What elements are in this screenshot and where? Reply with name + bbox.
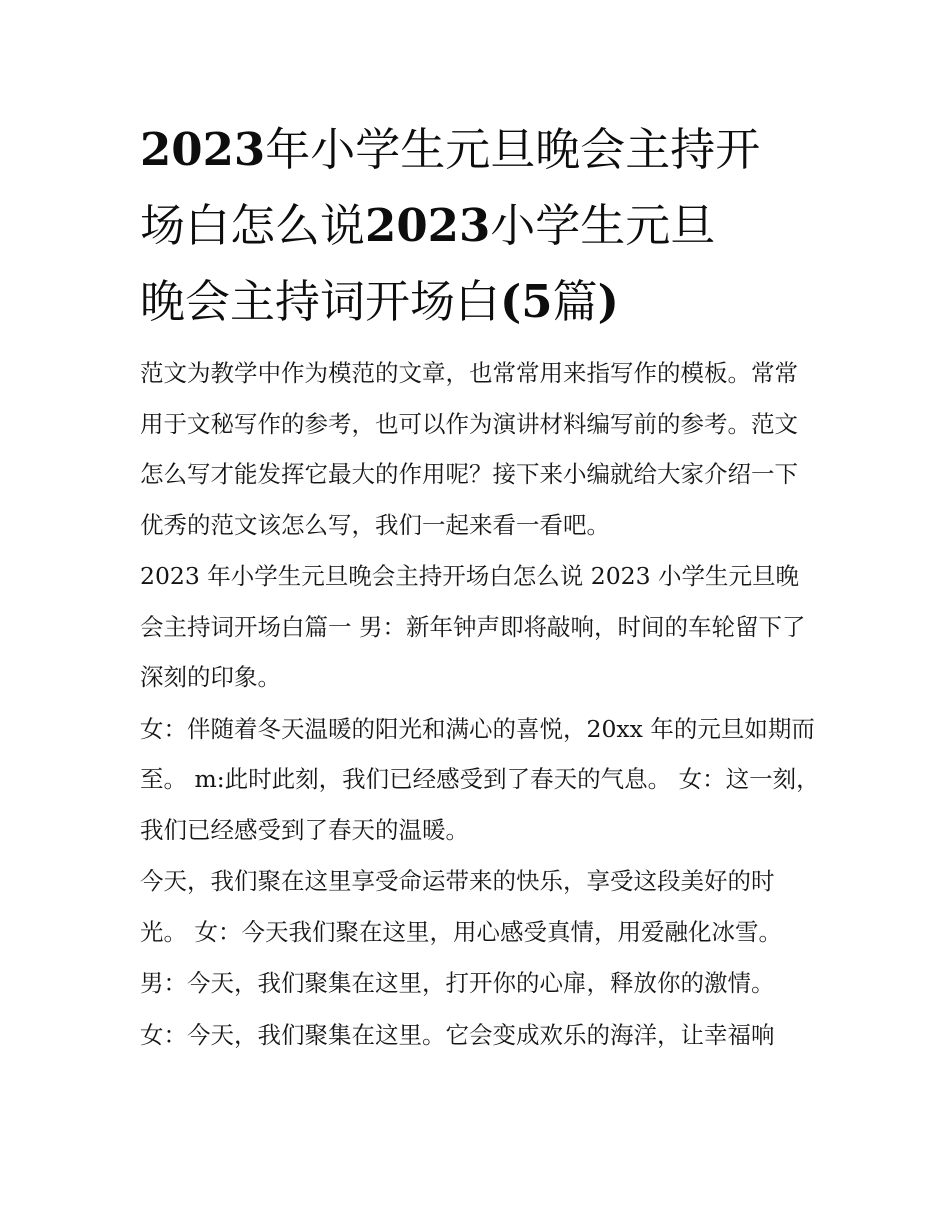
paragraph-5: 女：今天，我们聚集在这里。它会变成欢乐的海洋，让幸福响 — [140, 1020, 775, 1049]
title-year-2: 2023 — [365, 199, 491, 252]
document-body — [140, 112, 820, 1060]
title-part-4: 晚会主持词开场白 — [140, 275, 501, 328]
title-part-5: 篇 — [552, 275, 598, 328]
paragraph-4: 男：今天，我们聚集在这里，打开你的心扉，释放你的激情。 — [140, 969, 775, 997]
title-part-3: 小学生元旦 — [490, 199, 716, 252]
paragraph-2: 女：伴随着冬天温暖的阳光和满心的喜悦，20xx 年的元旦如期而至。 m:此时此刻，我们已经感受到了春天的气息。 女：这一刻，我们已经感受到了春天的温暖。 — [140, 714, 820, 844]
title-part-1: 年小学生元旦晚会主持开 — [265, 123, 761, 176]
document-title — [140, 112, 820, 340]
title-close: ) — [597, 275, 619, 328]
paragraph-1: 2023 年小学生元旦晚会主持开场白怎么说 2023 小学生元旦晚会主持词开场白篇一 男：新年钟声即将敲响，时间的车轮留下了深刻的印象。 — [140, 562, 806, 691]
title-count: (5 — [500, 275, 553, 328]
paragraph-3: 今天，我们聚在这里享受命运带来的快乐，享受这段美好的时光。 女：今天我们聚在这里，用心感受真情，用爱融化冰雪。 — [140, 867, 782, 946]
title-year-1: 2023 — [140, 123, 266, 176]
paragraph-intro: 范文为教学中作为模范的文章，也常常用来指写作的模板。常常用于文秘写作的参考，也可以作为演讲材料编写前的参考。范文怎么写才能发挥它最大的作用呢？接下来小编就给大家介绍一下优秀的范文该怎么写，我们一起来看一看吧。 — [140, 359, 798, 539]
title-part-2: 场白怎么说 — [140, 199, 366, 252]
